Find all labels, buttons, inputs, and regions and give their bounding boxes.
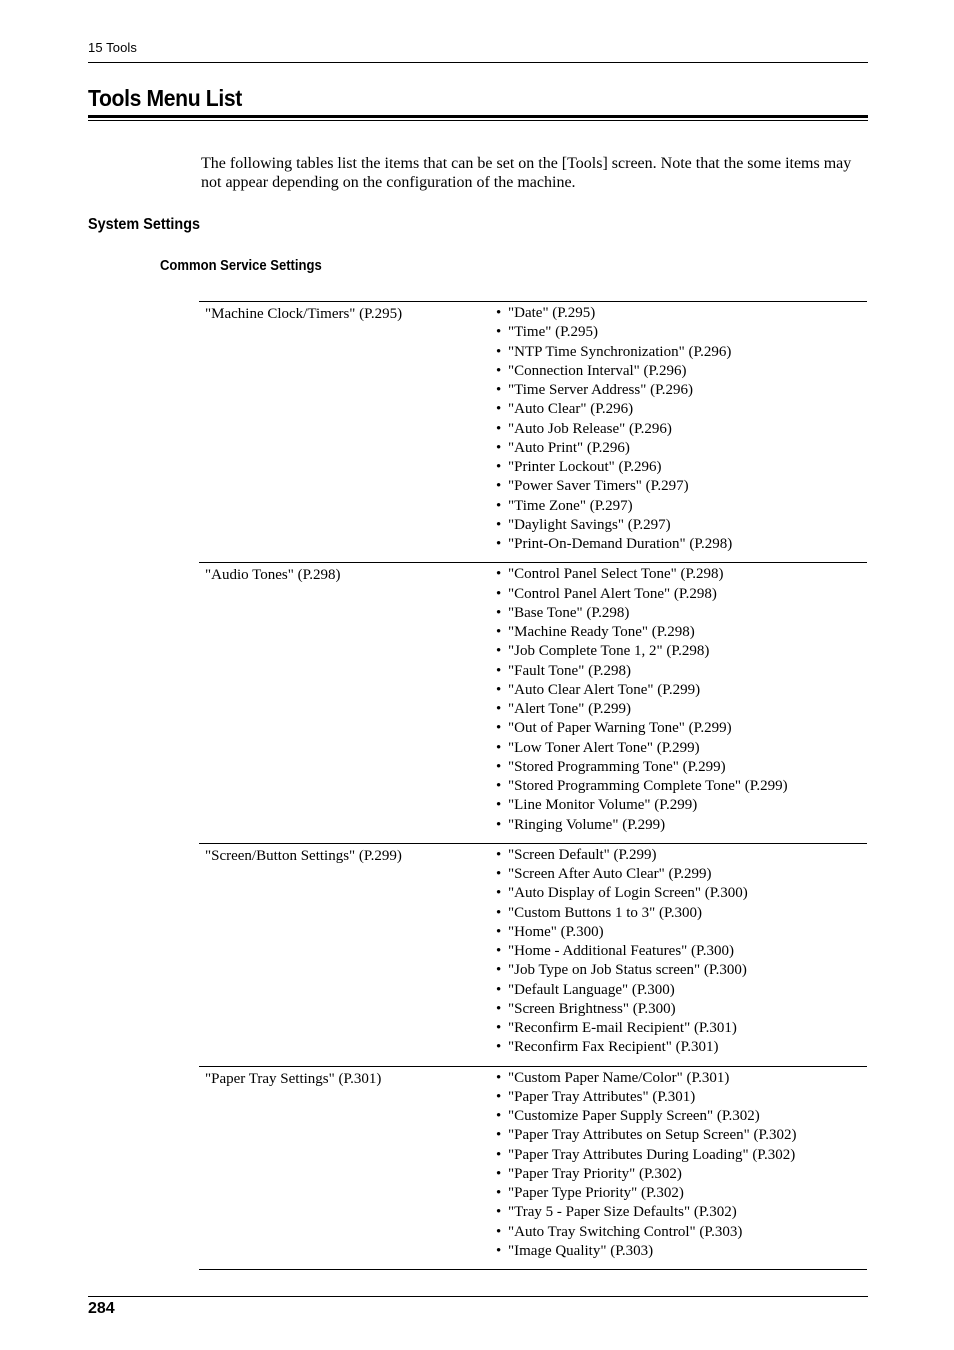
table-row [199, 843, 867, 1066]
list-item: • "Time Server Address" (P.296) [494, 381, 867, 400]
settings-table [199, 301, 867, 1270]
list-item: • "Paper Tray Attributes" (P.301) [494, 1088, 867, 1107]
list-item: • "Home - Additional Features" (P.300) [494, 942, 867, 961]
row-label: "Machine Clock/Timers" (P.295) [205, 306, 403, 322]
list-item: • "Date" (P.295) [494, 304, 867, 323]
list-item: • "Daylight Savings" (P.297) [494, 516, 867, 535]
list-item: • "Fault Tone" (P.298) [494, 662, 867, 681]
row-item-list [494, 563, 867, 843]
list-item: • "Reconfirm Fax Recipient" (P.301) [494, 1038, 867, 1057]
list-item: • "NTP Time Synchronization" (P.296) [494, 343, 867, 362]
list-item: • "Alert Tone" (P.299) [494, 700, 867, 719]
list-item: • "Screen After Auto Clear" (P.299) [494, 865, 867, 884]
list-item: • "Stored Programming Tone" (P.299) [494, 758, 867, 777]
list-item: • "Ringing Volume" (P.299) [494, 816, 867, 835]
list-item: • "Reconfirm E-mail Recipient" (P.301) [494, 1019, 867, 1038]
list-item: • "Time" (P.295) [494, 323, 867, 342]
list-item: • "Custom Paper Name/Color" (P.301) [494, 1069, 867, 1088]
title-rule-thick [88, 115, 868, 118]
list-item: • "Screen Brightness" (P.300) [494, 1000, 867, 1019]
page-title: Tools Menu List [88, 85, 242, 111]
list-item: • "Printer Lockout" (P.296) [494, 458, 867, 477]
list-item: • "Stored Programming Complete Tone" (P.299) [494, 777, 867, 796]
list-item: • "Machine Ready Tone" (P.298) [494, 623, 867, 642]
section-heading: System Settings [88, 216, 201, 233]
list-item: • "Custom Buttons 1 to 3" (P.300) [494, 904, 867, 923]
list-item: • "Paper Tray Attributes on Setup Screen" (P.302) [494, 1126, 867, 1145]
list-item: • "Low Toner Alert Tone" (P.299) [494, 739, 867, 758]
list-item: • "Connection Interval" (P.296) [494, 362, 867, 381]
list-item: • "Print-On-Demand Duration" (P.298) [494, 535, 867, 554]
list-item: • "Line Monitor Volume" (P.299) [494, 796, 867, 815]
list-item: • "Paper Type Priority" (P.302) [494, 1184, 867, 1203]
row-item-list [494, 302, 867, 562]
subsection-heading: Common Service Settings [160, 258, 322, 274]
list-item: • "Customize Paper Supply Screen" (P.302) [494, 1107, 867, 1126]
title-rule-thin [88, 120, 868, 121]
table-row [199, 562, 867, 843]
list-item: • "Control Panel Select Tone" (P.298) [494, 565, 867, 584]
row-label: "Audio Tones" (P.298) [205, 567, 341, 584]
list-item: • "Paper Tray Priority" (P.302) [494, 1165, 867, 1184]
footer-rule [88, 1296, 868, 1297]
list-item: • "Control Panel Alert Tone" (P.298) [494, 585, 867, 604]
list-item: • "Auto Job Release" (P.296) [494, 420, 867, 439]
list-item: • "Base Tone" (P.298) [494, 604, 867, 623]
row-item-list [494, 1067, 867, 1270]
list-item: • "Out of Paper Warning Tone" (P.299) [494, 719, 867, 738]
list-item: • "Job Complete Tone 1, 2" (P.298) [494, 642, 867, 661]
row-label: "Paper Tray Settings" (P.301) [205, 1070, 382, 1087]
list-item: • "Auto Tray Switching Control" (P.303) [494, 1223, 867, 1242]
list-item: • "Power Saver Timers" (P.297) [494, 477, 867, 496]
list-item: • "Auto Clear Alert Tone" (P.299) [494, 681, 867, 700]
list-item: • "Default Language" (P.300) [494, 981, 867, 1000]
list-item: • "Time Zone" (P.297) [494, 497, 867, 516]
header-rule [88, 62, 868, 63]
list-item: • "Auto Print" (P.296) [494, 439, 867, 458]
table-row [199, 1066, 867, 1270]
list-item: • "Auto Display of Login Screen" (P.300) [494, 884, 867, 903]
chapter-header: 15 Tools [88, 40, 137, 55]
row-label: "Screen/Button Settings" (P.299) [205, 847, 402, 864]
list-item: • "Auto Clear" (P.296) [494, 400, 867, 419]
list-item: • "Tray 5 - Paper Size Defaults" (P.302) [494, 1203, 867, 1222]
list-item: • "Screen Default" (P.299) [494, 846, 867, 865]
list-item: • "Image Quality" (P.303) [494, 1242, 867, 1261]
page-number: 284 [88, 1300, 115, 1317]
row-item-list [494, 844, 867, 1066]
table-row [199, 302, 867, 562]
list-item: • "Job Type on Job Status screen" (P.300) [494, 961, 867, 980]
list-item: • "Paper Tray Attributes During Loading" (P.302) [494, 1146, 867, 1165]
intro-paragraph: The following tables list the items that can be set on the [Tools] screen. Note that the some items may not appear depending on the configuration of the machine. [201, 155, 852, 191]
list-item: • "Home" (P.300) [494, 923, 867, 942]
